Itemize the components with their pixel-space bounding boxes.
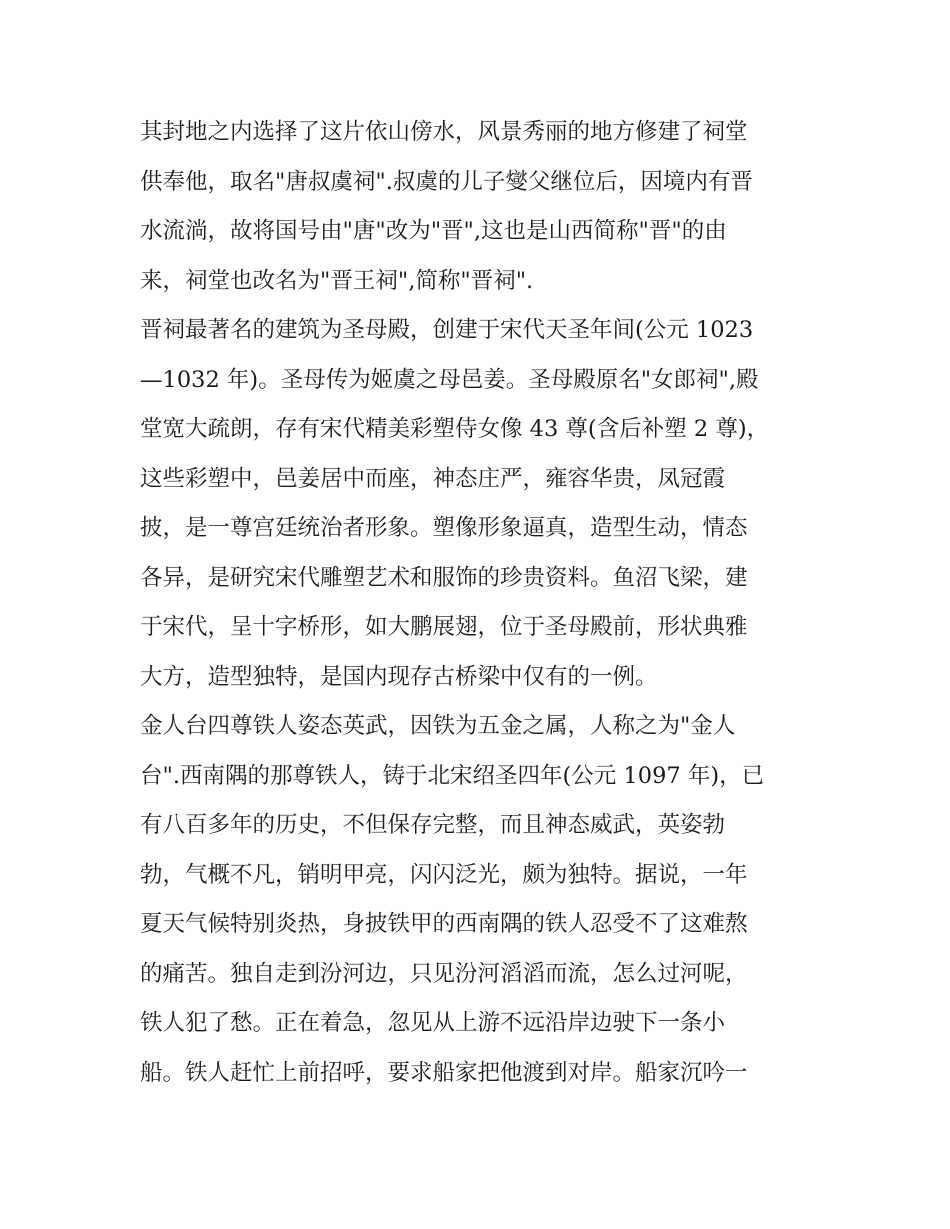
text-line: 披，是一尊宫廷统治者形象。塑像形象逼真，造型生动，情态 xyxy=(140,515,748,541)
text-line: 铁人犯了愁。正在着急，忽见从上游不远沿岸边驶下一条小 xyxy=(140,1010,726,1036)
text-line: 大方，造型独特，是国内现存古桥梁中仅有的一例。 xyxy=(140,663,658,690)
text-line: 夏天气候特别炎热，身披铁甲的西南隅的铁人忍受不了这难熬 xyxy=(140,911,748,937)
text-line: 的痛苦。独自走到汾河边，只见汾河滔滔而流，怎么过河呢， xyxy=(140,960,748,987)
text-line: 勃，气概不凡，销明甲亮，闪闪泛光，颇为独特。据说，一年 xyxy=(140,861,748,888)
body-text xyxy=(140,108,820,1098)
text-line: 其封地之内选择了这片依山傍水，风景秀丽的地方修建了祠堂 xyxy=(140,119,748,145)
text-line: 这些彩塑中，邑姜居中而座，神态庄严，雍容华贵，凤冠霞 xyxy=(140,465,726,492)
text-line: 水流淌，故将国号由"唐"改为"晋",这也是山西简称"晋"的由 xyxy=(140,218,727,244)
text-line: 堂宽大疏朗，存有宋代精美彩塑侍女像 43 尊(含后补塑 2 尊)， xyxy=(140,416,770,442)
text-line: 金人台四尊铁人姿态英武，因铁为五金之属，人称之为"金人 xyxy=(140,713,736,739)
text-line: 有八百多年的历史，不但保存完整，而且神态威武，英姿勃 xyxy=(140,812,726,838)
text-line: 各异，是研究宋代雕塑艺术和服饰的珍贵资料。鱼沼飞梁，建 xyxy=(140,564,748,591)
text-line: 供奉他，取名"唐叔虞祠".叔虞的儿子燮父继位后，因境内有晋 xyxy=(140,168,753,195)
text-line: 晋祠最著名的建筑为圣母殿，创建于宋代天圣年间(公元 1023 xyxy=(140,317,754,343)
text-line: 来，祠堂也改名为"晋王祠",简称"晋祠". xyxy=(140,267,534,294)
text-line: —1032 年)。圣母传为姬虞之母邑姜。圣母殿原名"女郎祠",殿 xyxy=(140,366,759,393)
text-line: 于宋代，呈十字桥形，如大鹏展翅，位于圣母殿前，形状典雅 xyxy=(140,614,748,640)
text-line: 台".西南隅的那尊铁人，铸于北宋绍圣四年(公元 1097 年)，已 xyxy=(140,762,765,789)
text-line: 船。铁人赶忙上前招呼，要求船家把他渡到对岸。船家沉吟一 xyxy=(140,1059,748,1086)
